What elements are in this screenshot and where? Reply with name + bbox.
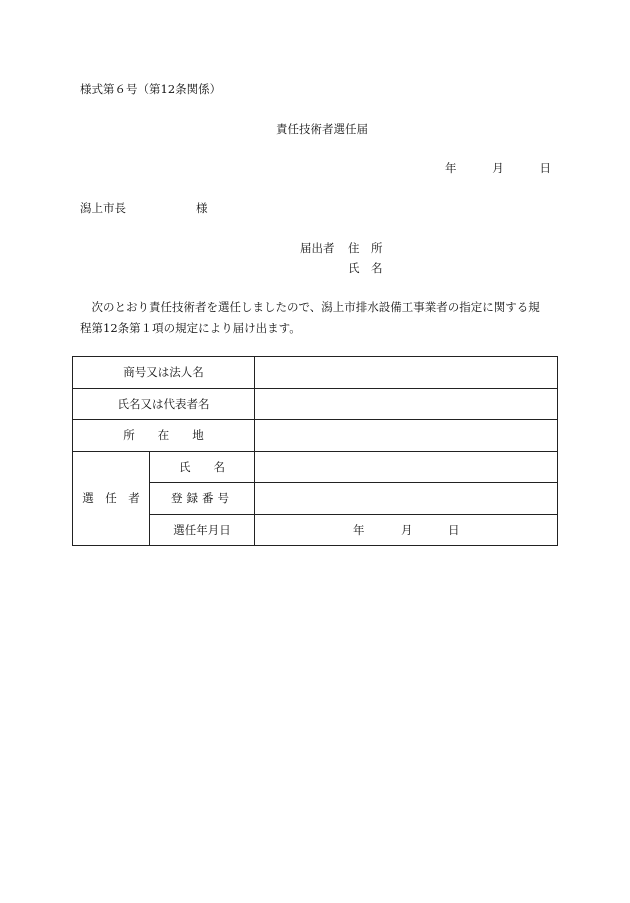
trade-name-field[interactable] bbox=[255, 357, 558, 389]
body-text: 次のとおり責任技術者を選任しましたので、潟上市排水設備工事業者の指定に関する規程第12条第１項の規定により届け出ます。 bbox=[80, 300, 540, 335]
registration-number-field[interactable] bbox=[255, 483, 558, 515]
notifier-name-row bbox=[348, 260, 383, 276]
table-row bbox=[73, 388, 558, 420]
location-label: 所 在 地 bbox=[73, 420, 255, 452]
table-row bbox=[73, 357, 558, 389]
location-field[interactable] bbox=[255, 420, 558, 452]
appointment-date-field[interactable] bbox=[255, 514, 558, 546]
appointee-group-label: 選 任 者 bbox=[73, 451, 150, 546]
form-number: 様式第６号（第12条関係） bbox=[80, 82, 222, 96]
appointment-month-label: 月 bbox=[401, 522, 413, 537]
representative-label: 氏名又は代表者名 bbox=[73, 388, 255, 420]
appointment-year-label: 年 bbox=[353, 522, 365, 537]
notifier-name-label: 氏 名 bbox=[348, 261, 383, 275]
trade-name-label: 商号又は法人名 bbox=[73, 357, 255, 389]
table-row bbox=[73, 451, 558, 483]
date-year-label: 年 bbox=[445, 161, 457, 175]
appointment-date-label: 選任年月日 bbox=[150, 514, 255, 546]
submission-date bbox=[445, 160, 551, 176]
appointee-name-label: 氏 名 bbox=[150, 451, 255, 483]
appointment-day-label: 日 bbox=[448, 522, 460, 537]
notifier-address-row bbox=[300, 240, 383, 256]
appointment-table bbox=[72, 356, 558, 546]
appointee-name-field[interactable] bbox=[255, 451, 558, 483]
representative-field[interactable] bbox=[255, 388, 558, 420]
date-day-label: 日 bbox=[539, 161, 551, 175]
addressee bbox=[80, 200, 208, 216]
document-title: 責任技術者選任届 bbox=[276, 122, 368, 136]
table-row bbox=[73, 420, 558, 452]
date-month-label: 月 bbox=[492, 161, 504, 175]
addressee-name: 潟上市長 bbox=[80, 201, 126, 215]
notifier-label: 届出者 bbox=[300, 241, 335, 255]
addressee-honorific: 様 bbox=[196, 201, 208, 215]
notifier-address-label: 住 所 bbox=[348, 241, 383, 255]
registration-number-label: 登録番号 bbox=[150, 483, 255, 515]
